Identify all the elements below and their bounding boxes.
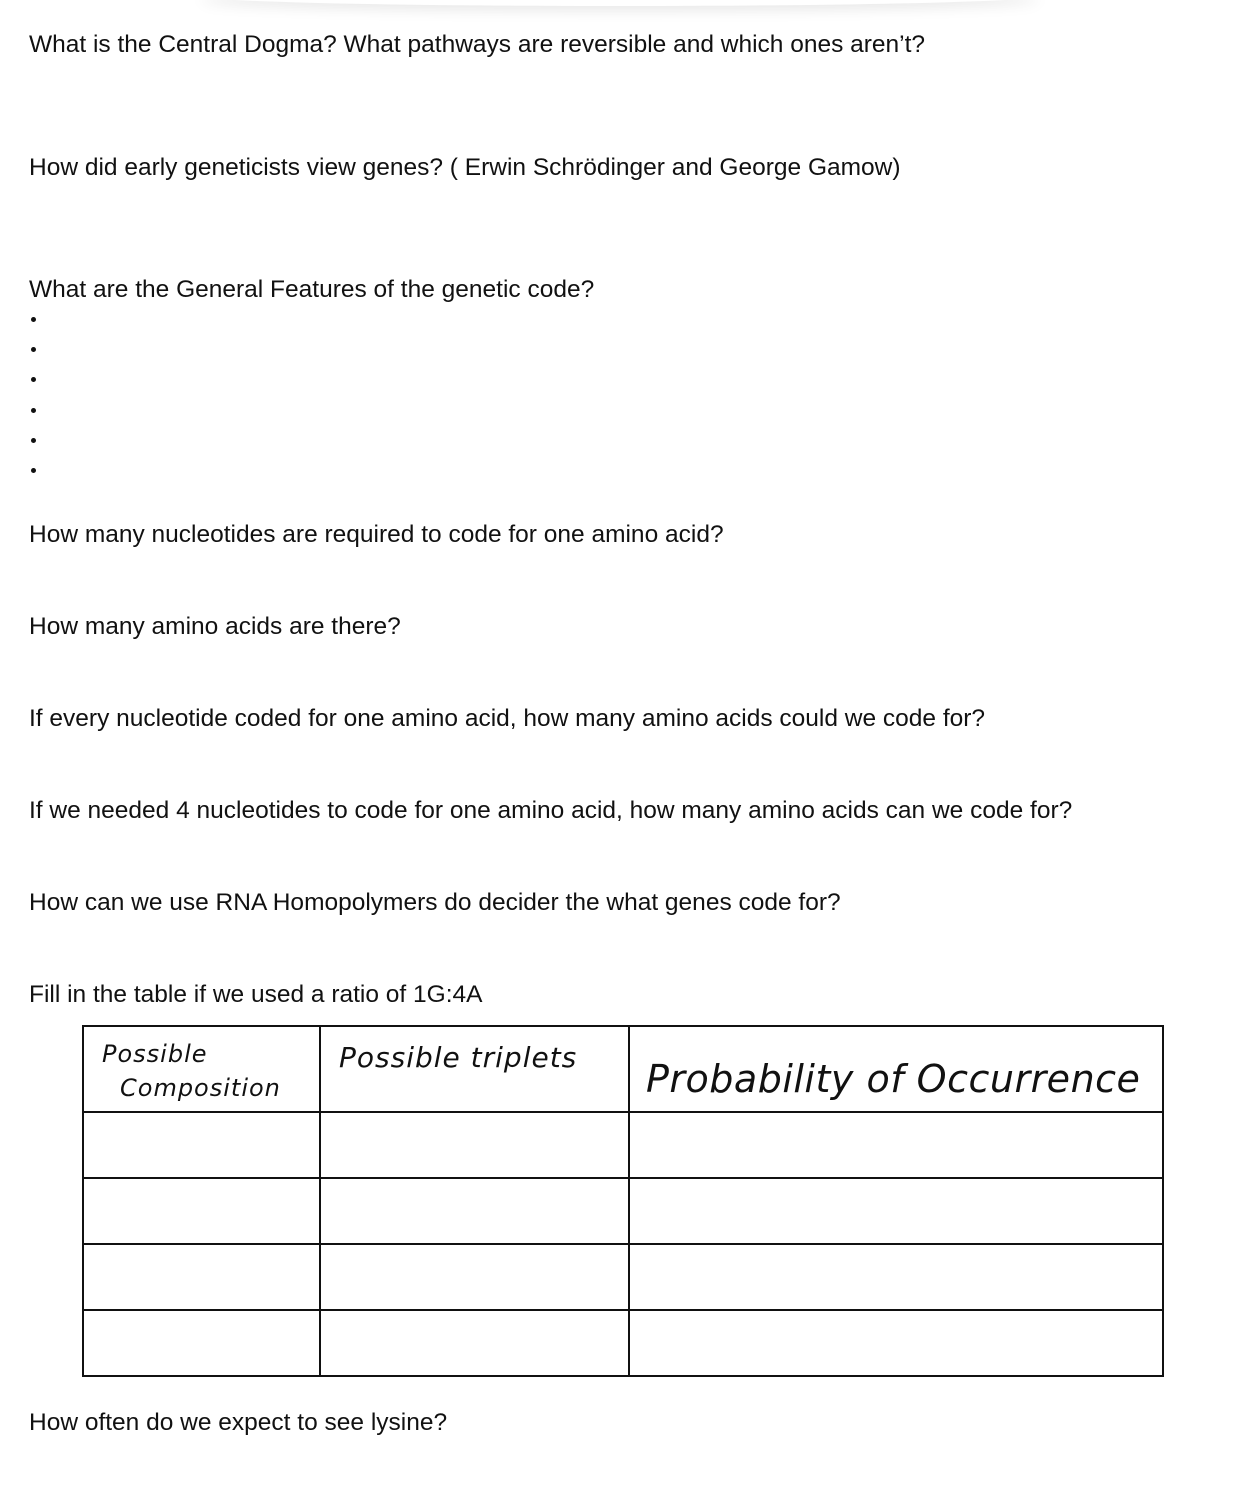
header-probability-label: Probability of Occurrence	[646, 1057, 1141, 1101]
table-cell[interactable]	[320, 1244, 629, 1310]
table-cell[interactable]	[629, 1244, 1163, 1310]
question-rna-homopolymers: How can we use RNA Homopolymers do decider the what genes code for?	[29, 889, 841, 916]
table-cell[interactable]	[320, 1310, 629, 1376]
table-row	[83, 1310, 1163, 1376]
question-early-geneticists: How did early geneticists view genes? ( Erwin Schrödinger and George Gamow)	[29, 154, 901, 181]
question-central-dogma: What is the Central Dogma? What pathways are reversible and which ones aren’t?	[29, 31, 926, 58]
table-cell[interactable]	[83, 1244, 320, 1310]
header-cell-triplets	[320, 1026, 629, 1112]
table-cell[interactable]	[629, 1112, 1163, 1178]
question-lysine-frequency: How often do we expect to see lysine?	[29, 1409, 448, 1436]
table-cell[interactable]	[320, 1178, 629, 1244]
header-triplets-label: Possible triplets	[339, 1041, 578, 1074]
question-single-nucleotide-code: If every nucleotide coded for one amino acid, how many amino acids could we code for?	[29, 705, 986, 732]
table-row	[83, 1244, 1163, 1310]
header-cell-probability	[629, 1026, 1163, 1112]
question-amino-acid-count: How many amino acids are there?	[29, 613, 401, 640]
table-header-row	[83, 1026, 1163, 1112]
header-cell-composition	[83, 1026, 320, 1112]
question-fill-table: Fill in the table if we used a ratio of 1G:4A	[29, 981, 483, 1008]
triplet-probability-table	[82, 1025, 1164, 1377]
question-general-features: What are the General Features of the genetic code?	[29, 276, 595, 303]
table-cell[interactable]	[629, 1310, 1163, 1376]
table-row	[83, 1112, 1163, 1178]
table-row	[83, 1178, 1163, 1244]
table-cell[interactable]	[83, 1112, 320, 1178]
header-composition-label	[84, 1027, 319, 1105]
question-nucleotides-per-amino-acid: How many nucleotides are required to code for one amino acid?	[29, 521, 724, 548]
table-cell[interactable]	[629, 1178, 1163, 1244]
table-cell[interactable]	[83, 1310, 320, 1376]
header-composition-line1: Possible	[102, 1040, 208, 1068]
table-cell[interactable]	[320, 1112, 629, 1178]
question-four-nucleotide-code: If we needed 4 nucleotides to code for one amino acid, how many amino acids can we code for?	[29, 797, 1073, 824]
header-composition-line2: Composition	[120, 1074, 281, 1102]
page-top-shadow	[200, 0, 1040, 6]
table-cell[interactable]	[83, 1178, 320, 1244]
